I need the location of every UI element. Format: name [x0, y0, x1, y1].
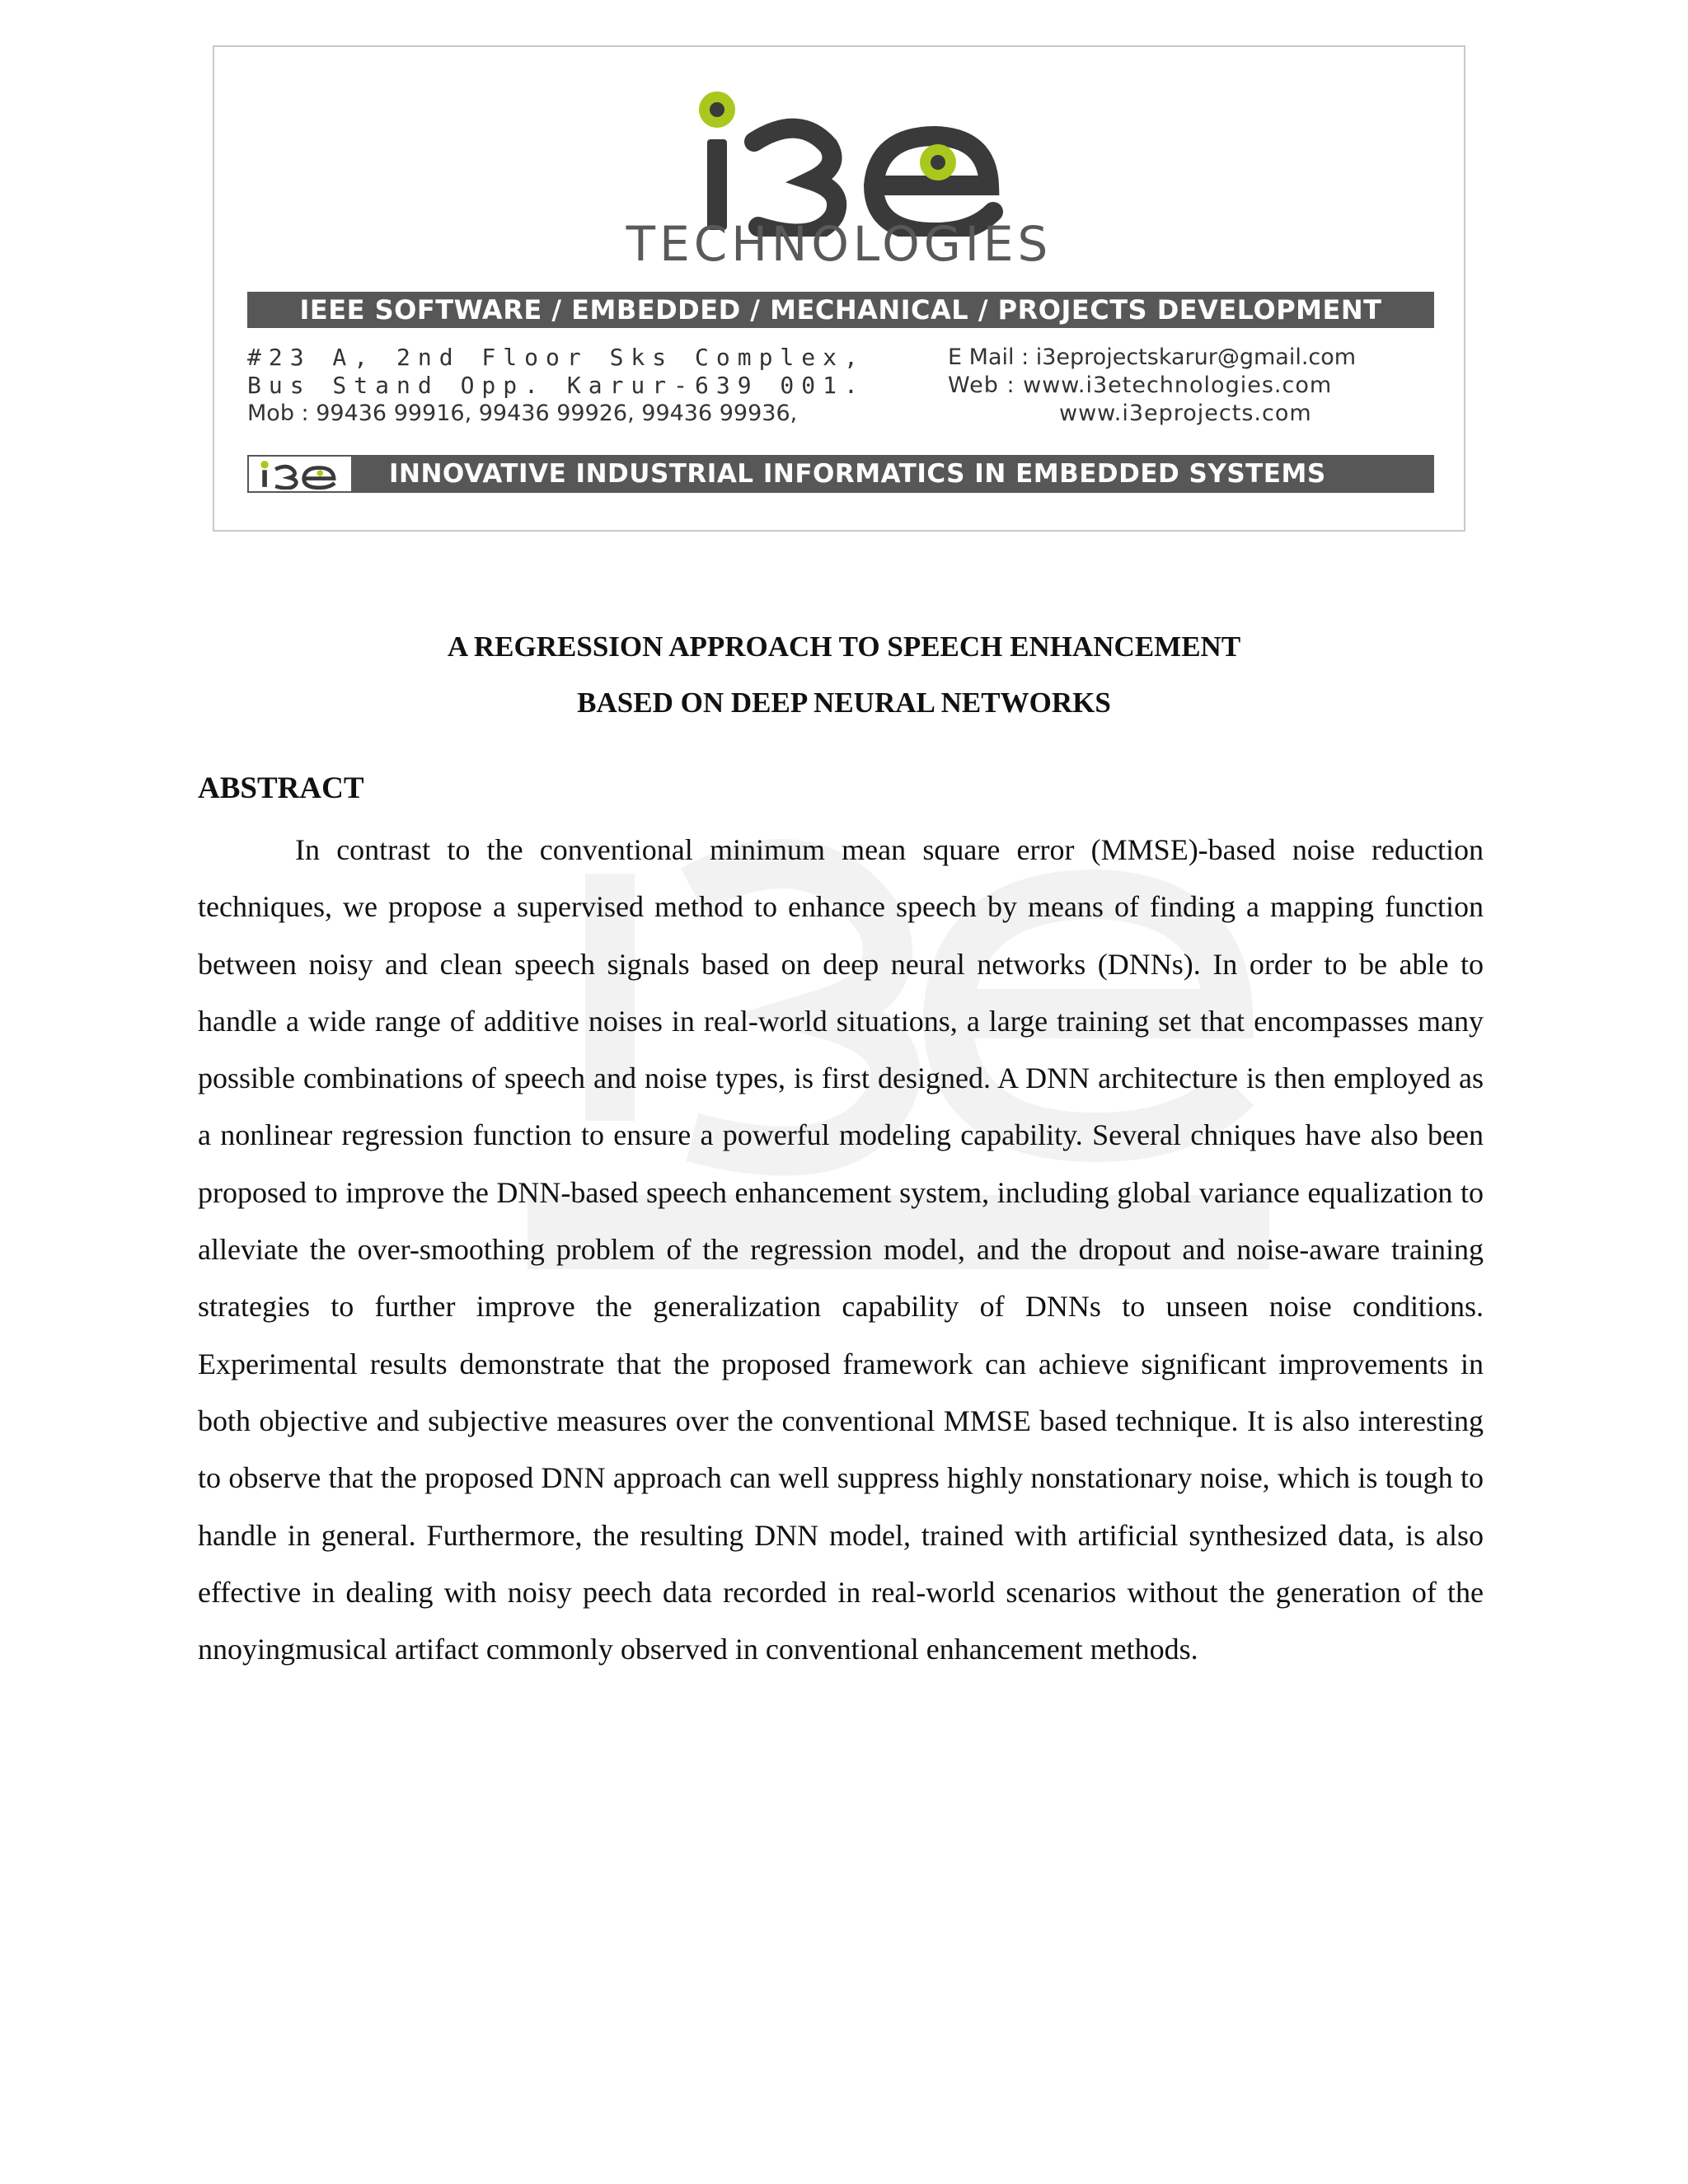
- document-title-line-1: A REGRESSION APPROACH TO SPEECH ENHANCEMENT: [447, 630, 1241, 663]
- abstract-paragraph: In contrast to the conventional minimum mean square error (MMSE)-based noise reduction techniques, we propose a supervised method to enhance speech by means of finding a mapping function between noisy and clean speech signals based on deep neural networks (DNNs). In order to be able to handle a wide range of additive noises in real-world situations, a large training set that encompasses many possible combinations of speech and noise types, is first designed. A DNN architecture is then employed as a nonlinear regression function to ensure a powerful modeling capability. Several chniques have also been proposed to improve the DNN-based speech enhancement system, including global variance equalization to alleviate the over-smoothing problem of the regression model, and the dropout and noise-aware training strategies to further improve the generalization capability of DNNs to unseen noise conditions. Experimental results demonstrate that the proposed framework can achieve significant improvements in both objective and subjective measures over the conventional MMSE based technique. It is also interesting to observe that the proposed DNN approach can well suppress highly nonstationary noise, which is tough to handle in general. Furthermore, the resulting DNN model, trained with artificial synthesized data, is also effective in dealing with noisy peech data recorded in real-world scenarios without the generation of the nnoyingmusical artifact commonly observed in conventional enhancement methods.: [198, 833, 1484, 1666]
- web-line: Web : www.i3etechnologies.com: [948, 373, 1333, 398]
- tagline-bar: IEEE SOFTWARE / EMBEDDED / MECHANICAL / PROJECTS DEVELOPMENT: [247, 292, 1434, 328]
- mini-logo-icon: [247, 455, 353, 493]
- address-block: [247, 344, 874, 428]
- contact-block: [948, 344, 1434, 428]
- mobile-line: Mob : 99436 99916, 99436 99926, 99436 99936,: [247, 401, 798, 426]
- address-line-2: Bus Stand Opp. Karur-639 001.: [247, 372, 865, 399]
- letterhead-banner: [213, 45, 1465, 532]
- address-line-1: #23 A, 2nd Floor Sks Complex,: [247, 344, 865, 371]
- footer-banner-bar: [247, 455, 1434, 493]
- web-line-2: www.i3eprojects.com: [1059, 401, 1312, 426]
- footer-banner-text: INNOVATIVE INDUSTRIAL INFORMATICS IN EMBEDDED SYSTEMS: [389, 459, 1326, 489]
- i3e-logo-icon: [676, 80, 1022, 237]
- document-title-line-2: BASED ON DEEP NEURAL NETWORKS: [577, 687, 1111, 719]
- email-line: E Mail : i3eprojectskarur@gmail.com: [948, 344, 1357, 370]
- brand-name: TECHNOLOGIES: [626, 216, 1053, 272]
- abstract-heading: ABSTRACT: [198, 771, 364, 805]
